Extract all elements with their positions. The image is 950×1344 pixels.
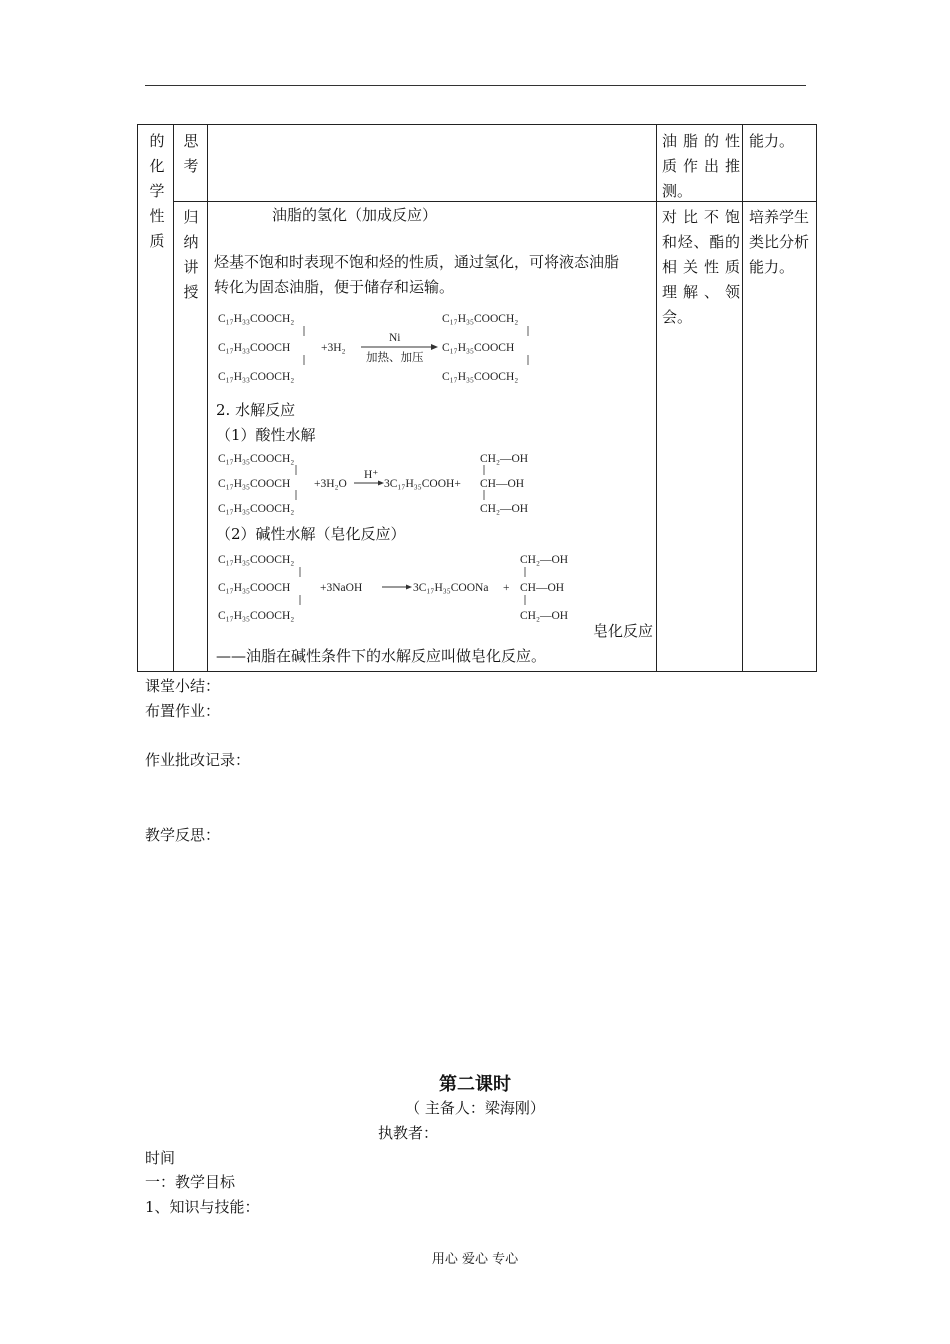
lesson2-title: 第二课时: [439, 1074, 511, 1095]
lesson2-knowledge: 1、知识与技能：: [145, 1198, 260, 1216]
goal-line: 能力。: [749, 132, 795, 150]
homework: 布置作业：: [145, 702, 221, 720]
row2-purpose: [662, 205, 740, 330]
row2-content: [214, 203, 654, 300]
col-divider-3: [656, 125, 657, 671]
subheading-acid-hydrolysis: （1）酸性水解: [216, 426, 316, 444]
purpose-line: 会。: [662, 308, 693, 326]
method-char: 考: [183, 157, 199, 175]
eq2-plus: +3H₂O: [314, 478, 347, 490]
section-char: 性: [149, 207, 165, 225]
eq3-left-1: C₁₇H₃₅COOCH₂: [218, 554, 295, 566]
row1-purpose: [662, 129, 740, 204]
row1-goal: [749, 129, 817, 154]
saponification-label: 皂化反应: [592, 622, 653, 640]
alkaline-heading: [216, 522, 656, 547]
eq1-right-3: C₁₇H₃₅COOCH₂: [442, 371, 519, 383]
purpose-line: 测。: [662, 182, 693, 200]
lesson2-time: 时间: [145, 1149, 176, 1167]
method-char: 思: [183, 132, 199, 150]
lesson-table: [137, 124, 817, 672]
eq2-right-2: CH—OH: [480, 478, 525, 490]
section-char: 学: [149, 182, 165, 200]
purpose-line: 对 比 不 饱: [662, 208, 740, 226]
saponification-definition: ——油脂在碱性条件下的水解反应叫做皂化反应。: [216, 647, 547, 665]
hydrolysis-block: [216, 398, 656, 448]
section-char: 的: [149, 132, 165, 150]
grading-record: 作业批改记录：: [145, 751, 251, 769]
saponification-block: [216, 619, 653, 669]
eq2-catalyst: H⁺: [364, 469, 379, 481]
header-rule: [145, 85, 806, 86]
section-char: 化: [149, 157, 165, 175]
eq3-product: 3C₁₇H₃₅COONa: [413, 582, 489, 594]
section-label: [147, 129, 167, 254]
purpose-line: 理 解 、 领: [662, 283, 740, 301]
section-char: 质: [149, 232, 165, 250]
eq1-right-2: C₁₇H₃₅COOCH: [442, 342, 515, 354]
purpose-line: 相 关 性 质: [662, 258, 740, 276]
goal-line: 培养学生: [749, 208, 810, 226]
eq1-right-1: C₁₇H₃₅COOCH₂: [442, 313, 519, 325]
method-char: 归: [183, 208, 199, 226]
eq1-plus: +3H₂: [321, 342, 346, 354]
paragraph-line: 烃基不饱和时表现不饱和烃的性质，通过氢化，可将液态油脂: [214, 253, 620, 271]
eq3-left-3: C₁₇H₃₅COOCH₂: [218, 610, 295, 622]
paragraph-line: 转化为固态油脂，便于储存和运输。: [214, 278, 455, 296]
arrow-head: [431, 344, 438, 350]
equation-hydrogenation: [216, 308, 546, 390]
equation-acid-hydrolysis: [216, 451, 546, 523]
purpose-line: 和烃、酯的: [662, 233, 740, 251]
eq3-right-2: CH—OH: [520, 582, 565, 594]
eq3-left-2: C₁₇H₃₅COOCH: [218, 582, 291, 594]
goal-line: 类比分析: [749, 233, 810, 251]
col-divider-4: [742, 125, 743, 671]
col-divider-1: [173, 125, 174, 671]
row2-goal: [749, 205, 817, 280]
eq1-left-1: C₁₇H₃₃COOCH₂: [218, 313, 295, 325]
method-char: 授: [183, 283, 199, 301]
eq2-right-1: CH₂—OH: [480, 453, 529, 465]
col-divider-2: [207, 125, 208, 671]
heading-hydrolysis: 2. 水解反应: [216, 401, 296, 419]
eq3-plus: +3NaOH: [320, 582, 363, 594]
eq2-product: 3C₁₇H₃₅COOH+: [384, 478, 461, 490]
method-think: [181, 129, 201, 179]
eq2-right-3: CH₂—OH: [480, 503, 529, 515]
method-char: 纳: [183, 233, 199, 251]
lesson2-teacher: 执教者：: [378, 1124, 439, 1142]
goal-line: 能力。: [749, 258, 795, 276]
eq1-conditions: 加热、加压: [366, 352, 424, 364]
eq1-catalyst: Ni: [389, 332, 401, 344]
page-footer: 用心 爱心 专心: [431, 1252, 519, 1267]
class-summary: 课堂小结：: [145, 677, 221, 695]
lesson2-objectives: 一：教学目标: [145, 1173, 236, 1191]
method-char: 讲: [183, 258, 199, 276]
arrow-head: [406, 585, 412, 590]
eq2-left-1: C₁₇H₃₅COOCH₂: [218, 453, 295, 465]
eq3-right-1: CH₂—OH: [520, 554, 569, 566]
eq3-plus-2: +: [503, 582, 510, 594]
eq2-left-3: C₁₇H₃₅COOCH₂: [218, 503, 295, 515]
purpose-line: 油 脂 的 性: [662, 132, 740, 150]
eq1-left-2: C₁₇H₃₃COOCH: [218, 342, 291, 354]
purpose-line: 质 作 出 推: [662, 157, 740, 175]
lesson2-preparer: （ 主备人：梁海刚）: [405, 1099, 545, 1117]
teaching-reflection: 教学反思：: [145, 826, 221, 844]
eq3-right-3: CH₂—OH: [520, 610, 569, 622]
heading-hydrogenation: 油脂的氢化（加成反应）: [272, 206, 438, 224]
eq1-left-3: C₁₇H₃₃COOCH₂: [218, 371, 295, 383]
eq2-left-2: C₁₇H₃₅COOCH: [218, 478, 291, 490]
subheading-alkaline-hydrolysis: （2）碱性水解（皂化反应）: [216, 525, 406, 543]
method-summarize-lecture: [181, 205, 201, 305]
